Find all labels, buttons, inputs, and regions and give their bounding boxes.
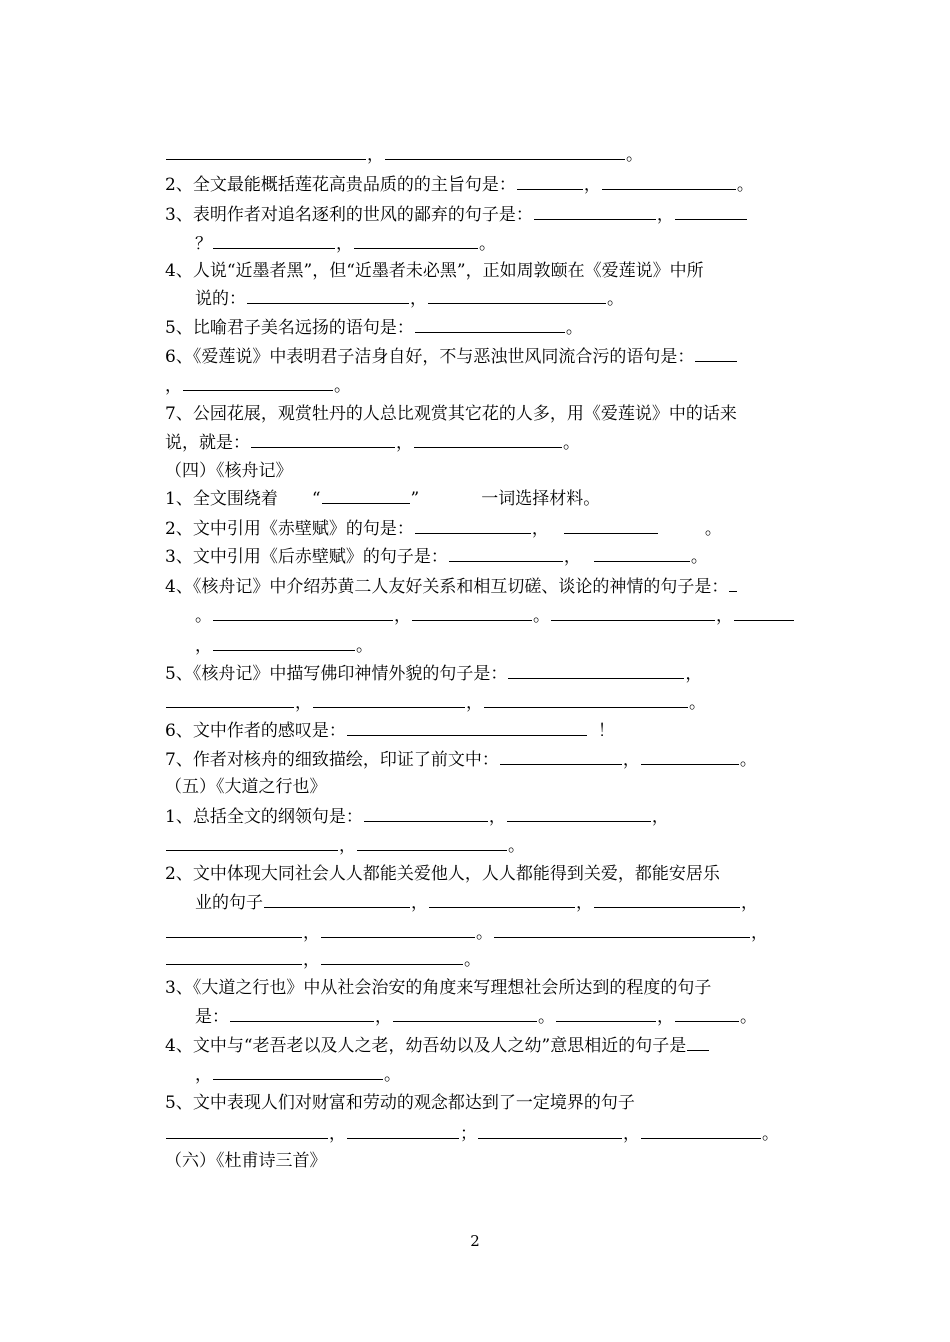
question-text: 4、文中与“老吾老以及人之老，幼吾幼以及人之幼”意思相近的句子是: [165, 1036, 687, 1056]
question-line: [165, 256, 790, 286]
question-line: [165, 342, 790, 372]
question-text: 3、《大道之行也》中从社会治安的角度来写理想社会所达到的程度的句子: [165, 978, 712, 998]
question-text: 说，就是：: [165, 433, 250, 453]
punct: ，: [656, 205, 674, 225]
answer-blank[interactable]: [556, 1003, 656, 1022]
question-text: 2、文中体现大同社会人人都能关爱他人，人人都能得到关爱，都能安居乐: [165, 864, 720, 884]
punct: ，: [410, 289, 427, 309]
punct: ，: [375, 1007, 392, 1027]
question-text: 是：: [195, 1007, 229, 1027]
answer-blank[interactable]: [415, 314, 565, 333]
punct: ，: [165, 376, 182, 396]
question-text: 5、比喻君子美名远扬的语句是：: [165, 318, 414, 338]
question-line: [165, 973, 790, 1003]
punct: 。: [508, 836, 525, 856]
answer-blank[interactable]: [602, 171, 736, 190]
question-text: 7、作者对核舟的细致描绘，印证了前文中：: [165, 750, 499, 770]
punct: ，: [336, 234, 353, 254]
answer-blank[interactable]: [166, 946, 302, 965]
punct: 。: [762, 1124, 779, 1144]
punct: ；: [460, 1124, 477, 1144]
answer-blank[interactable]: [507, 803, 651, 822]
question-text: 1、总括全文的纲领句是：: [165, 807, 363, 827]
answer-blank[interactable]: [494, 919, 750, 938]
punct: 。: [704, 519, 722, 539]
answer-blank[interactable]: [449, 543, 563, 562]
punct: 。: [563, 433, 580, 453]
answer-blank[interactable]: [641, 746, 739, 765]
answer-blank[interactable]: [564, 515, 658, 534]
punct: 。: [195, 606, 212, 626]
answer-line-continuation: [165, 140, 790, 170]
answer-blank[interactable]: [695, 343, 737, 362]
answer-blank[interactable]: [551, 602, 715, 621]
answer-blank[interactable]: [508, 660, 684, 679]
question-text: 5、《核舟记》中描写佛印神情外貌的句子是：: [165, 664, 508, 684]
section-heading: [165, 456, 790, 486]
punct: ，: [303, 950, 320, 970]
answer-blank[interactable]: [213, 230, 335, 249]
answer-blank[interactable]: [729, 573, 737, 592]
question-line-continuation: [165, 831, 790, 861]
answer-blank[interactable]: [534, 201, 656, 220]
answer-blank[interactable]: [415, 515, 531, 534]
question-line: [165, 399, 790, 429]
punct: ，: [651, 807, 669, 827]
question-line-continuation: [195, 1002, 820, 1032]
punct: 。: [476, 923, 493, 943]
section-title: （四）《核舟记》: [165, 461, 293, 481]
punct: 。: [739, 750, 757, 770]
question-line: [165, 313, 790, 343]
answer-blank[interactable]: [517, 171, 583, 190]
question-line-continuation: [165, 918, 790, 948]
answer-blank[interactable]: [247, 285, 409, 304]
question-line: [165, 514, 790, 544]
punct: ，: [488, 807, 506, 827]
answer-blank[interactable]: [166, 689, 294, 708]
question-text: 业的句子: [195, 893, 263, 913]
question-line: [165, 542, 790, 572]
answer-blank[interactable]: [230, 1003, 374, 1022]
question-line-continuation: [165, 1119, 790, 1149]
question-text: 5、文中表现人们对财富和劳动的观念都达到了一定境界的句子: [165, 1093, 635, 1113]
question-text: 3、文中引用《后赤壁赋》的句子是：: [165, 547, 448, 567]
answer-blank[interactable]: [412, 602, 532, 621]
punct: ，: [466, 693, 483, 713]
punct: 。: [690, 547, 708, 567]
question-line: [165, 802, 790, 832]
answer-blank[interactable]: [428, 285, 606, 304]
answer-blank[interactable]: [166, 141, 366, 160]
question-text: 4、《核舟记》中介绍苏黄二人友好关系和相互切磋、谈论的神情的句子是：: [165, 577, 729, 597]
question-text: 2、全文最能概括莲花高贵品质的的主旨句是：: [165, 175, 516, 195]
answer-blank[interactable]: [166, 1120, 328, 1139]
question-text: 6、《爱莲说》中表明君子洁身自好，不与恶浊世风同流合污的语句是：: [165, 347, 695, 367]
question-line: [165, 859, 790, 889]
question-text: 6、文中作者的感叹是：: [165, 721, 346, 741]
answer-blank[interactable]: [347, 717, 587, 736]
answer-blank[interactable]: [393, 1003, 537, 1022]
punct: ”: [410, 489, 420, 509]
punct: 。: [607, 289, 624, 309]
question-text: 2、文中引用《赤壁赋》的句是：: [165, 519, 414, 539]
question-line-continuation: [195, 888, 820, 918]
question-line: [165, 572, 790, 602]
punct: 。: [538, 1007, 555, 1027]
answer-blank[interactable]: [166, 832, 338, 851]
question-line-continuation: [165, 945, 790, 975]
punct: ，: [583, 175, 601, 195]
punct: 。: [740, 1007, 757, 1027]
answer-blank[interactable]: [213, 602, 393, 621]
answer-blank[interactable]: [347, 1120, 459, 1139]
answer-blank[interactable]: [478, 1120, 622, 1139]
punct: ，: [716, 606, 733, 626]
answer-blank[interactable]: [321, 919, 475, 938]
punct: ，: [396, 433, 413, 453]
punct: 。: [334, 376, 351, 396]
question-line: [165, 716, 790, 746]
section-heading: [165, 772, 790, 802]
answer-blank[interactable]: [357, 832, 507, 851]
answer-blank[interactable]: [364, 803, 488, 822]
question-line: [165, 1031, 790, 1061]
answer-blank[interactable]: [321, 946, 463, 965]
answer-blank[interactable]: [251, 429, 395, 448]
page-number: 2: [470, 1232, 480, 1250]
punct: ！: [597, 721, 615, 741]
question-text: 说的：: [195, 289, 246, 309]
question-line-continuation: [195, 284, 820, 314]
punct: 。: [565, 318, 583, 338]
question-line: [165, 200, 790, 230]
question-line-continuation: [165, 688, 790, 718]
punct: ，: [685, 664, 703, 684]
punct: ，: [295, 693, 312, 713]
question-text: 3、表明作者对追名逐利的世风的鄙弃的句子是：: [165, 205, 533, 225]
question-text: 7、公园花展，观赏牡丹的人总比观赏其它花的人多，用《爱莲说》中的话来: [165, 404, 737, 424]
punct: ，: [195, 636, 212, 656]
question-line-continuation: [195, 631, 820, 661]
punct: ，: [303, 923, 320, 943]
answer-blank[interactable]: [322, 485, 410, 504]
answer-blank[interactable]: [213, 1061, 383, 1080]
answer-blank[interactable]: [641, 1120, 761, 1139]
punct: ，: [657, 1007, 674, 1027]
section-heading: [165, 1146, 790, 1176]
punct: “: [311, 489, 321, 509]
question-text: 1、全文围绕着: [165, 489, 278, 509]
punct: ，: [394, 606, 411, 626]
punct: ，: [563, 547, 581, 567]
question-line-continuation: [195, 601, 820, 631]
question-line: [165, 745, 790, 775]
question-line: [165, 659, 790, 689]
punct: ，: [741, 893, 758, 913]
question-line: [165, 484, 790, 514]
answer-blank[interactable]: [429, 889, 575, 908]
punct: 。: [384, 1065, 401, 1085]
answer-blank[interactable]: [594, 889, 740, 908]
punct: ，: [623, 1124, 640, 1144]
answer-blank[interactable]: [500, 746, 622, 765]
punct: 。: [736, 175, 754, 195]
question-line-continuation: [195, 1060, 820, 1090]
punct: ，: [195, 1065, 212, 1085]
punct: 。: [689, 693, 706, 713]
punct: ？: [195, 234, 212, 254]
answer-blank[interactable]: [675, 201, 747, 220]
answer-blank[interactable]: [166, 919, 302, 938]
answer-blank[interactable]: [354, 230, 478, 249]
answer-blank[interactable]: [385, 141, 625, 160]
punct: 。: [479, 234, 496, 254]
question-text: 4、人说“近墨者黑”，但“近墨者未必黑”，正如周敦颐在《爱莲说》中所: [165, 261, 704, 281]
answer-blank[interactable]: [734, 602, 794, 621]
punct: 。: [464, 950, 481, 970]
punct: ，: [576, 893, 593, 913]
answer-blank[interactable]: [213, 632, 355, 651]
answer-blank[interactable]: [313, 689, 465, 708]
answer-blank[interactable]: [687, 1032, 709, 1051]
question-line-continuation: [165, 428, 790, 458]
punct: 。: [626, 145, 643, 165]
punct: ，: [622, 750, 640, 770]
section-title: （五）《大道之行也》: [165, 777, 327, 797]
punct: ，: [751, 923, 768, 943]
question-line-continuation: [195, 229, 820, 259]
punct: ，: [339, 836, 356, 856]
punct: ，: [531, 519, 549, 539]
answer-blank[interactable]: [183, 372, 333, 391]
question-text: 一词选择材料。: [481, 489, 601, 509]
punct: 。: [356, 636, 373, 656]
punct: 。: [533, 606, 550, 626]
punct: ，: [329, 1124, 346, 1144]
answer-blank[interactable]: [484, 689, 688, 708]
answer-blank[interactable]: [675, 1003, 739, 1022]
punct: ，: [411, 893, 428, 913]
punct: ，: [367, 145, 384, 165]
answer-blank[interactable]: [414, 429, 562, 448]
answer-blank[interactable]: [594, 543, 690, 562]
section-title: （六）《杜甫诗三首》: [165, 1151, 327, 1171]
question-line-continuation: [165, 371, 790, 401]
question-line: [165, 1088, 790, 1118]
question-line: [165, 170, 790, 200]
answer-blank[interactable]: [264, 889, 410, 908]
